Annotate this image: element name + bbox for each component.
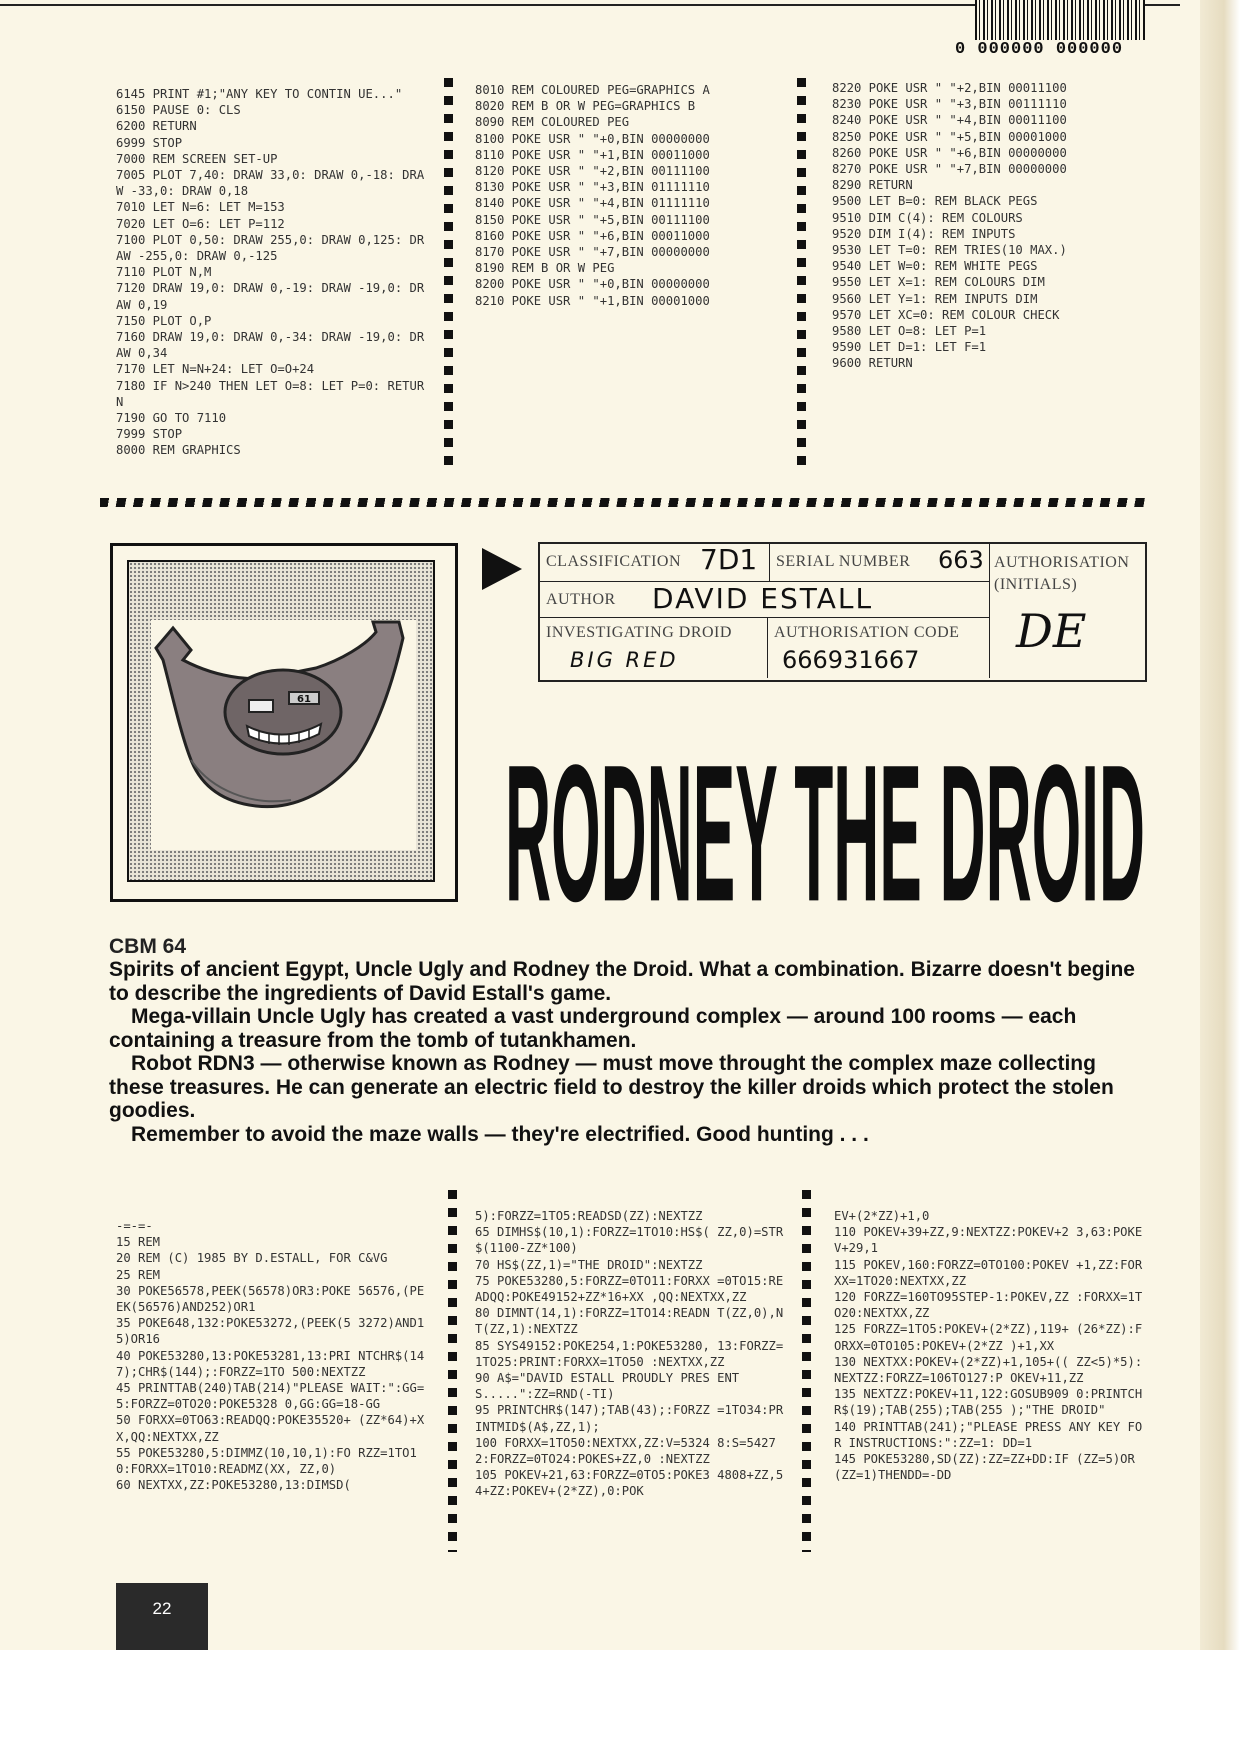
halftone-background: [127, 560, 435, 882]
intro-paragraph: Mega-villain Uncle Ugly has created a vast underground complex — around 100 rooms — each containing a treasure from the tomb of tutankhamen.: [109, 1005, 1077, 1052]
droid-label: INVESTIGATING DROID: [546, 624, 732, 641]
classification-cell: [540, 544, 770, 582]
intro-text: [109, 958, 1154, 1146]
author-value: DAVID ESTALL: [652, 582, 874, 615]
page-title: [505, 708, 1150, 908]
serial-value: 663: [938, 546, 984, 574]
code-cell: [768, 618, 990, 678]
intro-paragraph: Robot RDN3 — otherwise known as Rodney — must move throught the complex maze collecting these treasures. He can generate an electric field to destroy the killer droids which protect the stolen goodies.: [109, 1052, 1114, 1122]
listing-top-col1: 6145 PRINT #1;"ANY KEY TO CONTIN UE..." 6150 PAUSE 0: CLS 6200 RETURN 6999 STOP 7000 REM SCREEN SET-UP 7005 PLOT 7,40: DRAW 33,0: DRAW 0,-18: DRAW -33,0: DRAW 0,18 7010 LET N=6: LET M=153 7020 LET O=6: LET P=112 7100 PLOT 0,50: DRAW 255,0: DRAW 0,125: DRAW -255,0: DRAW 0,-125 7110 PLOT N,M 7120 DRAW 19,0: DRAW 0,-19: DRAW -19,0: DRAW 0,19 7150 PLOT O,P 7160 DRAW 19,0: DRAW 0,-34: DRAW -19,0: DRAW 0,34 7170 LET N=N+24: LET O=O+24 7180 IF N>240 THEN LET O=8: LET P=0: RETURN 7190 GO TO 7110 7999 STOP 8000 REM GRAPHICS: [116, 87, 425, 458]
illustration-frame: [110, 543, 458, 902]
column-divider: [802, 1190, 811, 1552]
code-label: AUTHORISATION CODE: [774, 624, 960, 641]
page-spine-shadow: [1200, 0, 1240, 1650]
file-card: [538, 542, 1147, 682]
intro-paragraph: Remember to avoid the maze walls — they're electrified. Good hunting . . .: [131, 1122, 869, 1146]
author-cell: [540, 582, 990, 618]
classification-label: CLASSIFICATION: [546, 553, 682, 570]
column-divider: [797, 78, 806, 468]
robot-eye-icon: [249, 700, 273, 712]
page-number: 22: [116, 1583, 208, 1650]
intro-paragraph: Spirits of ancient Egypt, Uncle Ugly and Rodney the Droid. What a combination. Bizarre doesn't begine to describe the ingredients of David Estall's game.: [109, 958, 1135, 1005]
barcode-number: 0 000000 000000: [955, 40, 1124, 59]
serial-cell: [770, 544, 990, 582]
serial-label: SERIAL NUMBER: [776, 553, 911, 570]
svg-text:RODNEY THE DROID: RODNEY THE DROID: [505, 724, 1145, 908]
listing-top-col3: 8220 POKE USR " "+2,BIN 00011100 8230 POKE USR " "+3,BIN 00111110 8240 POKE USR " "+4,BIN 00011100 8250 POKE USR " "+5,BIN 00001000 8260 POKE USR " "+6,BIN 00000000 8270 POKE USR " "+7,BIN 00000000 8290 RETURN 9500 LET B=0: REM BLACK PEGS 9510 DIM C(4): REM COLOURS 9520 DIM I(4): REM INPUTS 9530 LET T=0: REM TRIES(10 MAX.) 9540 LET W=0: REM WHITE PEGS 9550 LET X=1: REM COLOURS DIM 9560 LET Y=1: REM INPUTS DIM 9570 LET XC=0: REM COLOUR CHECK 9580 LET O=8: LET P=1 9590 LET D=1: LET F=1 9600 RETURN: [832, 81, 1067, 371]
authorisation-cell: [990, 544, 1145, 678]
platform-label: CBM 64: [109, 935, 187, 958]
art-card: [151, 620, 416, 850]
authorisation-initials: DE: [1016, 604, 1087, 658]
classification-value: 7D1: [700, 543, 758, 576]
section-divider: [100, 498, 1150, 507]
droid-cell: [540, 618, 768, 678]
pointer-arrow-icon: [482, 548, 522, 590]
listing-bottom-col3: EV+(2*ZZ)+1,0 110 POKEV+39+ZZ,9:NEXTZZ:POKEV+2 3,63:POKEV+29,1 115 POKEV,160:FORZZ=0TO100:POKEV +1,ZZ:FORXX=1TO20:NEXTXX,ZZ 120 FORZZ=160TO95STEP-1:POKEV,ZZ :FORXX=1TO20:NEXTXX,ZZ 125 FORZZ=1TO5:POKEV+(2*ZZ),119+ (26*ZZ):FORXX=0TO105:POKEV+(2*ZZ )+1,XX 130 NEXTXX:POKEV+(2*ZZ)+1,105+(( ZZ<5)*5):NEXTZZ:FORZZ=106TO127:P OKEV+11,ZZ 135 NEXTZZ:POKEV+11,122:GOSUB909 0:PRINTCHR$(19);TAB(255);TAB(255 );"THE DROID" 140 PRINTTAB(241);"PLEASE PRESS ANY KEY FOR INSTRUCTIONS:":ZZ=1: DD=1 145 POKE53280,SD(ZZ):ZZ=ZZ+DD:IF (ZZ=5)OR(ZZ=1)THENDD=-DD: [834, 1209, 1143, 1483]
rodney-droid-illustration: [151, 620, 416, 850]
code-value: 666931667: [782, 646, 920, 674]
listing-bottom-col2: 5):FORZZ=1TO5:READSD(ZZ):NEXTZZ 65 DIMHS$(10,1):FORZZ=1TO10:HS$( ZZ,0)=STR$(1100-ZZ*100) 70 HS$(ZZ,1)="THE DROID":NEXTZZ 75 POKE53280,5:FORZZ=0TO11:FORXX =0TO15:READQQ:POKE49152+ZZ*16+XX ,QQ:NEXTXX,ZZ 80 DIMNT(14,1):FORZZ=1TO14:READN T(ZZ,0),NT(ZZ,1):NEXTZZ 85 SYS49152:POKE254,1:POKE53280, 13:FORZZ=1TO25:PRINT:FORXX=1TO50 :NEXTXX,ZZ 90 A$="DAVID ESTALL PROUDLY PRES ENTS.....":ZZ=RND(-TI) 95 PRINTCHR$(147);TAB(43);:FORZZ =1TO34:PRINTMID$(A$,ZZ,1); 100 FORXX=1TO50:NEXTXX,ZZ:V=5324 8:S=54272:FORZZ=0TO24:POKES+ZZ,0 :NEXTZZ 105 POKEV+21,63:FORZZ=0TO5:POKE3 4808+ZZ,54+ZZ:POKEV+(2*ZZ),0:POK: [475, 1209, 784, 1499]
column-divider: [448, 1190, 457, 1552]
listing-bottom-col1: -=-=- 15 REM 20 REM (C) 1985 BY D.ESTALL, FOR C&VG 25 REM 30 POKE56578,PEEK(56578)OR3:POKE 56576,(PEEK(56576)AND252)OR1 35 POKE648,132:POKE53272,(PEEK(5 3272)AND15)OR16 40 POKE53280,13:POKE53281,13:PRI NTCHR$(147);CHR$(144);:FORZZ=1TO 500:NEXTZZ 45 PRINTTAB(240)TAB(214)"PLEASE WAIT:":GG=5:FORZZ=0TO20:POKE5328 0,GG:GG=18-GG 50 FORXX=0TO63:READQQ:POKE35520+ (ZZ*64)+XX,QQ:NEXTXX,ZZ 55 POKE53280,5:DIMMZ(10,10,1):FO RZZ=1TO10:FORXX=1TO10:READMZ(XX, ZZ,0) 60 NEXTXX,ZZ:POKE53280,13:DIMSD(: [116, 1219, 425, 1493]
author-label: AUTHOR: [546, 591, 616, 608]
barcode-icon: [975, 0, 1145, 40]
listing-top-col2: 8010 REM COLOURED PEG=GRAPHICS A 8020 REM B OR W PEG=GRAPHICS B 8090 REM COLOURED PEG 8100 POKE USR " "+0,BIN 00000000 8110 POKE USR " "+1,BIN 00011000 8120 POKE USR " "+2,BIN 00111100 8130 POKE USR " "+3,BIN 01111110 8140 POKE USR " "+4,BIN 01111110 8150 POKE USR " "+5,BIN 00111100 8160 POKE USR " "+6,BIN 00011000 8170 POKE USR " "+7,BIN 00000000 8190 REM B OR W PEG 8200 POKE USR " "+0,BIN 00000000 8210 POKE USR " "+1,BIN 00001000: [475, 83, 710, 308]
droid-value: BIG RED: [570, 648, 679, 672]
authorisation-label: AUTHORISATION (INITIALS): [994, 554, 1130, 593]
robot-plate-number: 61: [297, 694, 311, 705]
column-divider: [444, 78, 453, 468]
